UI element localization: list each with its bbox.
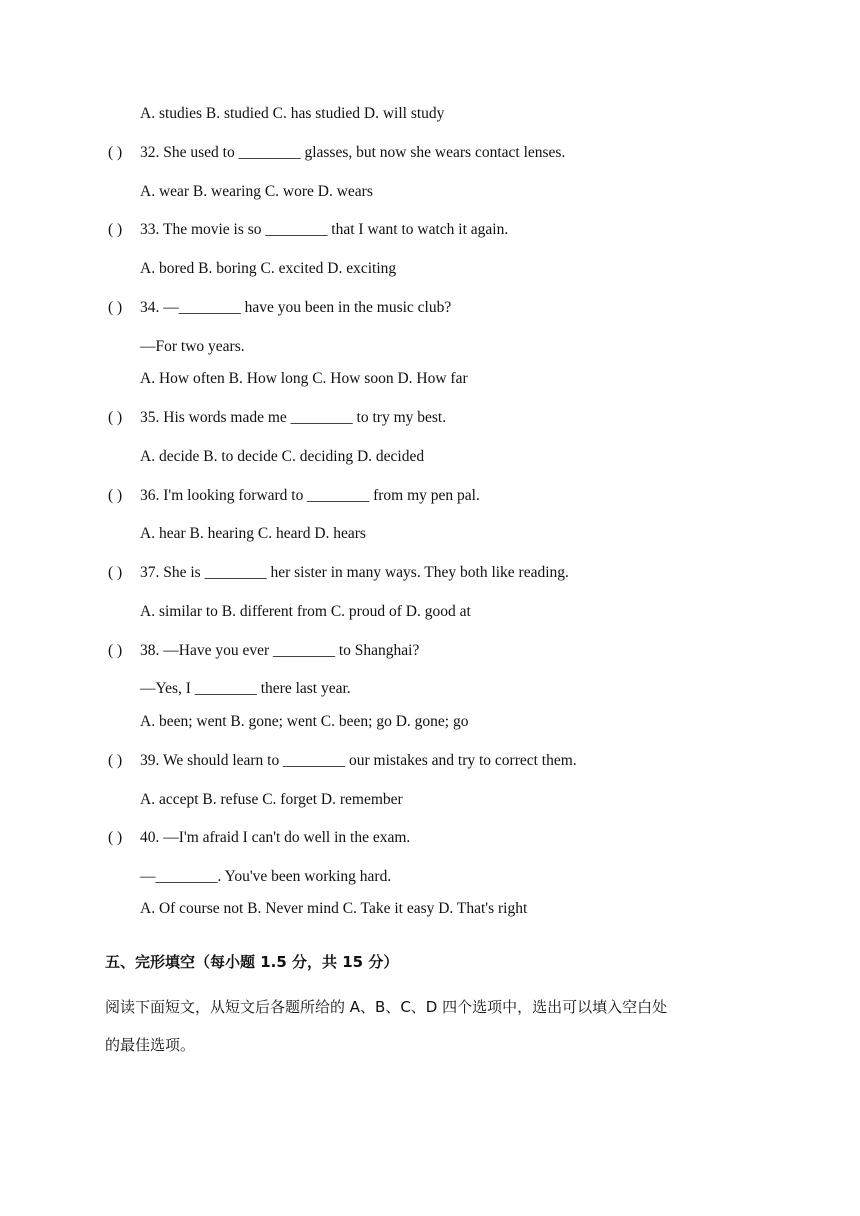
option-line-34: A. How often B. How long C. How soon D. How far [140, 370, 468, 387]
section-instruction-line-2: 的最佳选项。 [105, 1036, 196, 1054]
question-32 [108, 143, 565, 163]
option-line-33: A. bored B. boring C. excited D. exciting [140, 260, 397, 277]
option-line-38: A. been; went B. gone; went C. been; go D. gone; go [140, 713, 469, 730]
question-text: 34. —________ have you been in the music club? [140, 299, 452, 316]
reply-line-40: —________. You've been working hard. [140, 868, 392, 885]
option-line-32: A. wear B. wearing C. wore D. wears [140, 183, 373, 200]
question-text: 33. The movie is so ________ that I want to watch it again. [140, 221, 509, 238]
question-text: 40. —I'm afraid I can't do well in the exam. [140, 829, 411, 846]
question-text: 35. His words made me ________ to try my best. [140, 409, 447, 426]
answer-blank[interactable]: ( ) [108, 299, 123, 316]
question-36 [108, 486, 480, 506]
section-title: 五、完形填空（每小题 1.5 分，共 15 分） [105, 953, 399, 971]
question-33 [108, 220, 508, 240]
option-line-39: A. accept B. refuse C. forget D. remember [140, 791, 403, 808]
answer-blank[interactable]: ( ) [108, 829, 123, 846]
question-39 [108, 751, 577, 771]
question-38 [108, 641, 419, 661]
question-35 [108, 408, 446, 428]
option-line-35: A. decide B. to decide C. deciding D. decided [140, 448, 425, 465]
option-line-37: A. similar to B. different from C. proud of D. good at [140, 603, 471, 620]
option-line-31: A. studies B. studied C. has studied D. will study [140, 105, 445, 122]
option-line-36: A. hear B. hearing C. heard D. hears [140, 525, 366, 542]
question-37 [108, 563, 569, 583]
question-text: 37. She is ________ her sister in many ways. They both like reading. [140, 564, 569, 581]
answer-blank[interactable]: ( ) [108, 564, 123, 581]
section-instruction-line-1: 阅读下面短文，从短文后各题所给的 A、B、C、D 四个选项中，选出可以填入空白处 [105, 998, 668, 1016]
question-40 [108, 828, 410, 848]
answer-blank[interactable]: ( ) [108, 221, 123, 238]
question-34 [108, 298, 451, 318]
question-text: 39. We should learn to ________ our mistakes and try to correct them. [140, 752, 577, 769]
answer-blank[interactable]: ( ) [108, 409, 123, 426]
answer-blank[interactable]: ( ) [108, 487, 123, 504]
reply-line-38: —Yes, I ________ there last year. [140, 680, 351, 697]
option-line-40: A. Of course not B. Never mind C. Take it easy D. That's right [140, 900, 528, 917]
question-text: 32. She used to ________ glasses, but now she wears contact lenses. [140, 144, 566, 161]
answer-blank[interactable]: ( ) [108, 144, 123, 161]
question-text: 38. —Have you ever ________ to Shanghai? [140, 642, 420, 659]
answer-blank[interactable]: ( ) [108, 752, 123, 769]
reply-line-34: —For two years. [140, 338, 245, 355]
answer-blank[interactable]: ( ) [108, 642, 123, 659]
question-text: 36. I'm looking forward to ________ from my pen pal. [140, 487, 480, 504]
